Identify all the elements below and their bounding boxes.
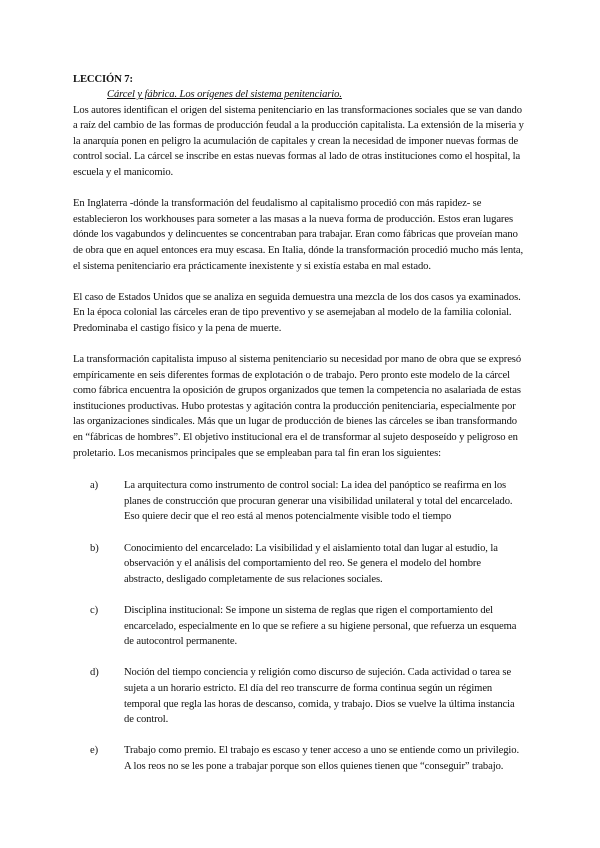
list-item (90, 541, 522, 588)
list-marker: c) (90, 605, 99, 616)
paragraph: El caso de Estados Unidos que se analiza en seguida demuestra una mezcla de los dos casos ya examinados. En la época colonial las cárceles eran de tipo preventivo y se asemejaban al modelo de la familia colonial. Predominaba el castigo físico y la pena de muerte. (73, 291, 521, 334)
list-item-text: Disciplina institucional: Se impone un sistema de reglas que rigen el comportamiento del encarcelado, especialmente en lo que se refiere a su higiene personal, que refuerza un esquema de autocontrol permanente. (124, 605, 517, 648)
list-marker: d) (90, 667, 99, 679)
list-item-text: Conocimiento del encarcelado: La visibilidad y el aislamiento total dan lugar al estudio, la observación y el análisis del comportamiento del reo. Se genera el modelo del hombre abstracto, desligado completamente de sus relaciones sociales. (124, 542, 498, 585)
list-marker: b) (90, 542, 99, 554)
list-item (90, 665, 522, 727)
list-marker: a) (90, 480, 99, 492)
paragraph: En Inglaterra -dónde la transformación del feudalismo al capitalismo procedió con más rapidez- se establecieron los workhouses para someter a las masas a la nueva forma de producción. Estos eran lugares dónde los vagabundos y delincuentes se concentraban para trabajar. Eran como fábricas que proveían mano de obra que en aquel entonces era muy escasa. En Italia, dónde la transformación procedió mucho más lenta, el sistema penitenciario era prácticamente inexistente y si existía estaba en mal estado. (73, 198, 524, 272)
list-item (90, 603, 522, 650)
list-item-text: Noción del tiempo conciencia y religión como discurso de sujeción. Cada actividad o tarea se sujeta a un horario estricto. El día del reo transcurre de forma continua según un régimen temporal que regla las horas de descanso, comida, y trabajo. Dios se vuelve la última instancia de control. (124, 667, 515, 726)
paragraph: Los autores identifican el origen del sistema penitenciario en las transformaciones sociales que se van dando a raíz del cambio de las formas de producción feudal a la producción capitalista. La extensión de la miseria y la anarquía ponen en peligro la acumulación de capitales y crean la necesidad de imponer nuevas formas de control social. La cárcel se inscribe en estas nuevas formas al lado de otras instituciones como el hospital, la escuela y el manicomio. (73, 104, 524, 178)
document-page (73, 72, 528, 790)
list-marker: e) (90, 745, 99, 757)
paragraph: La transformación capitalista impuso al sistema penitenciario su necesidad por mano de obra que se expresó empíricamente en seis diferentes formas de explotación o de trabajo. Pero pronto este modelo de la cárcel como fábrica encuentra la oposición de grupos organizados que temen la competencia no asalariada de estas instituciones productivas. Hubo protestas y agitación contra la producción penitenciaria, especialmente por las organizaciones sindicales. Más que un lugar de producción de bienes las cárceles se iban transformando en “fábricas de hombres”. El objetivo institucional era el de transformar al sujeto desposeído y peligroso en proletario. Los mecanismos principales que se empleaban para tal fin eran los siguientes: (73, 354, 522, 459)
lesson-title: LECCIÓN 7: (73, 74, 133, 85)
lesson-subtitle: Cárcel y fábrica. Los orígenes del sistema penitenciario. (107, 89, 342, 100)
mechanisms-list (73, 478, 528, 774)
list-item-text: Trabajo como premio. El trabajo es escaso y tener acceso a uno se entiende como un privilegio. A los reos no se les pone a trabajar porque son ellos quienes tienen que “conseguir” trabajo. (124, 745, 519, 772)
list-item (90, 478, 522, 525)
list-item-text: La arquitectura como instrumento de control social: La idea del panóptico se reafirma en los planes de construcción que procuran generar una visibilidad unilateral y total del encarcelado. Eso quiere decir que el reo está al menos potencialmente visible todo el tiempo (124, 480, 513, 523)
list-item (90, 743, 522, 774)
